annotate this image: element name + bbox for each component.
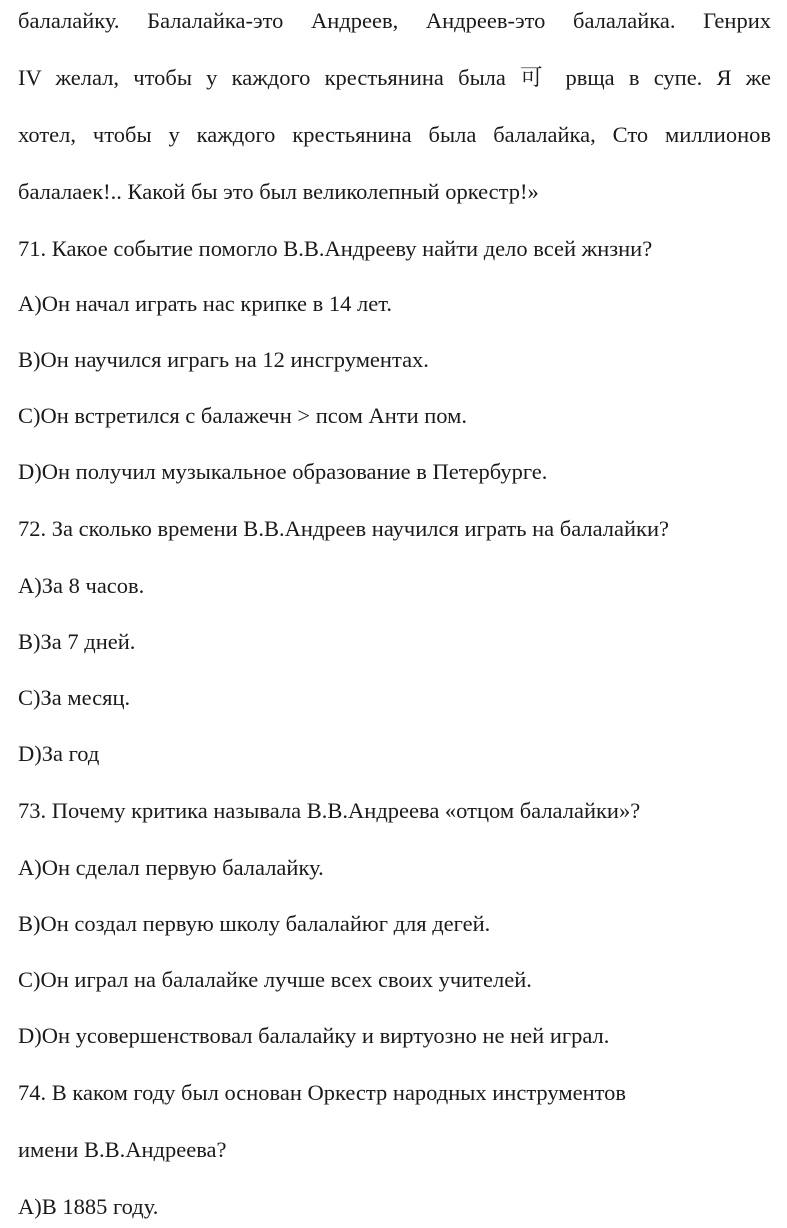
answer-option: D)Он усовершенствовал балалайку и виртуозно не ней играл. xyxy=(18,1023,610,1048)
answer-option: A)Он начал играть нас крипке в 14 лет. xyxy=(18,291,393,316)
answer-option: B)Он создал первую школу балалайюг для дегей. xyxy=(18,911,491,936)
question-stem: имени В.В.Андреева? xyxy=(18,1137,227,1162)
answer-option: C)Он встретился с балажечн > псом Анти пом. xyxy=(18,403,467,428)
answer-option: A)В 1885 году. xyxy=(18,1194,159,1219)
passage-line: IV желал, чтобы у каждого крестьянина была 可 рвща в супе. Я же xyxy=(18,65,771,90)
answer-option: C)За месяц. xyxy=(18,685,131,710)
answer-option: B)Он научился играгь на 12 инсгрументах. xyxy=(18,347,429,372)
passage-line: балалаек!.. Какой бы это был великолепный оркестр!» xyxy=(18,179,539,204)
answer-option: B)За 7 дней. xyxy=(18,629,136,654)
answer-option: D)Он получил музыкальное образование в Петербурге. xyxy=(18,459,548,484)
answer-option: A)Он сделал первую балалайку. xyxy=(18,855,324,880)
answer-option: C)Он играл на балалайке лучше всех своих учителей. xyxy=(18,967,532,992)
question-stem: 71. Какое событие помогло В.В.Андрееву найти дело всей жнзни? xyxy=(18,236,653,261)
question-stem: 73. Почему критика называла В.В.Андреева «отцом балалайки»? xyxy=(18,798,641,823)
answer-option: D)За год xyxy=(18,741,100,766)
passage-line: балалайку. Балалайка-это Андреев, Андреев-это балалайка. Генрих xyxy=(18,8,771,33)
passage-line: хотел, чтобы у каждого крестьянина была балалайка, Сто миллионов xyxy=(18,122,771,147)
answer-option: A)За 8 часов. xyxy=(18,573,145,598)
question-stem: 74. В каком году был основан Оркестр народных инструментов xyxy=(18,1080,627,1105)
question-stem: 72. За сколько времени В.В.Андреев научился играть на балалайки? xyxy=(18,516,670,541)
